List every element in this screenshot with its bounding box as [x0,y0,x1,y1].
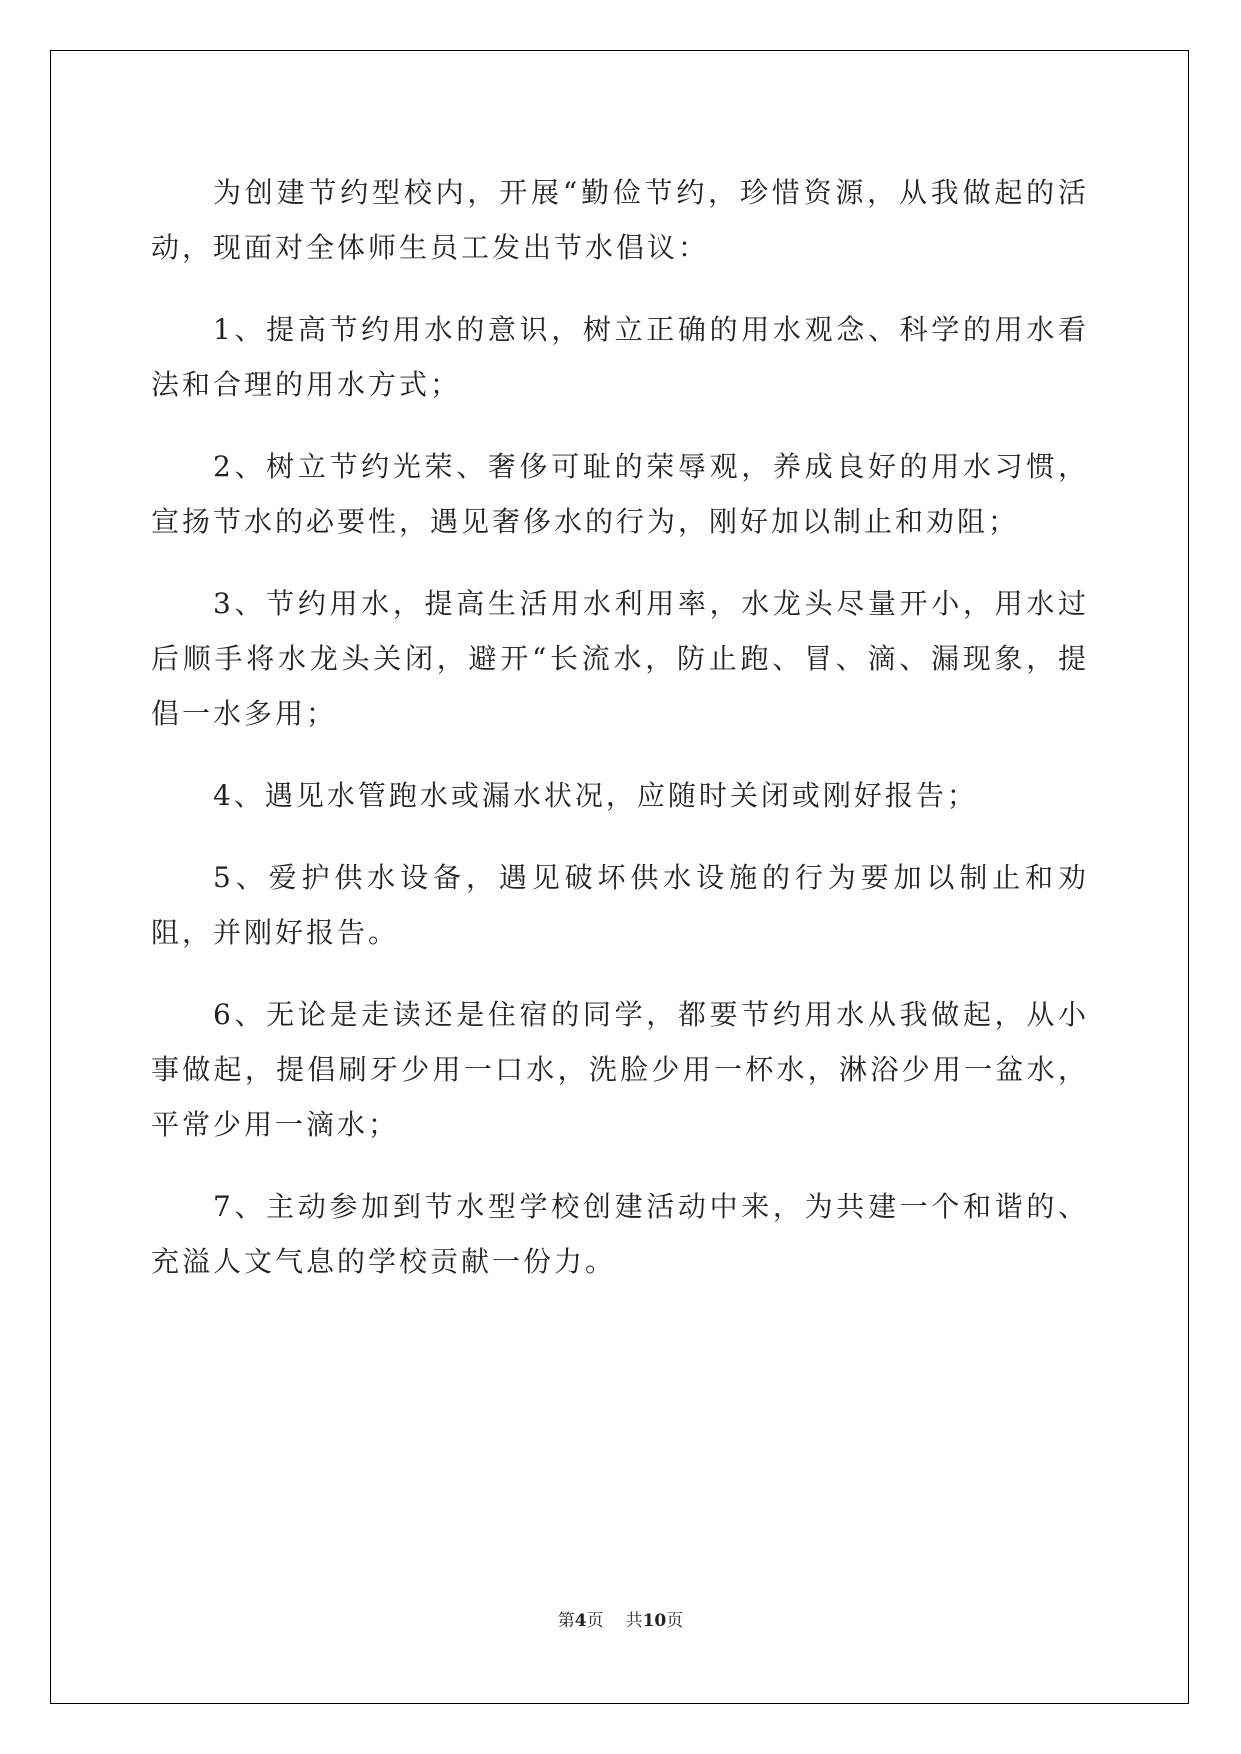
page-prefix: 第 [557,1611,575,1631]
page-footer [0,1606,1241,1631]
paragraph-item-4: 4、遇见水管跑水或漏水状况，应随时关闭或刚好报告； [213,779,978,812]
paragraph-item-2: 2、树立节约光荣、奢侈可耻的荣辱观，养成良好的用水习惯，宣扬节水的必要性，遇见奢侈水的行为，刚好加以制止和劝阻； [151,450,1089,538]
page-suffix: 页 [586,1611,604,1631]
paragraph-item-5: 5、爱护供水设备，遇见破坏供水设施的行为要加以制止和劝阻，并刚好报告。 [151,861,1089,949]
paragraph-item-3: 3、节约用水，提高生活用水利用率，水龙头尽量开小，用水过后顺手将水龙头关闭，避开“长流水，防止跑、冒、滴、漏现象，提倡一水多用； [151,587,1089,730]
paragraph-item-6: 6、无论是走读还是住宿的同学，都要节约用水从我做起，从小事做起，提倡刷牙少用一口水，洗脸少用一杯水，淋浴少用一盆水，平常少用一滴水； [151,998,1089,1141]
total-suffix: 页 [666,1611,684,1631]
paragraph-intro: 为创建节约型校内，开展“勤俭节约，珍惜资源，从我做起的活动，现面对全体师生员工发出节水倡议： [151,176,1089,264]
document-body [151,165,1089,1316]
total-page-number: 10 [642,1611,667,1631]
current-page-number: 4 [574,1611,587,1631]
paragraph-item-7: 7、主动参加到节水型学校创建活动中来，为共建一个和谐的、充溢人文气息的学校贡献一份力。 [151,1190,1089,1278]
paragraph-item-1: 1、提高节约用水的意识，树立正确的用水观念、科学的用水看法和合理的用水方式； [151,313,1089,401]
total-prefix: 共 [625,1611,643,1631]
